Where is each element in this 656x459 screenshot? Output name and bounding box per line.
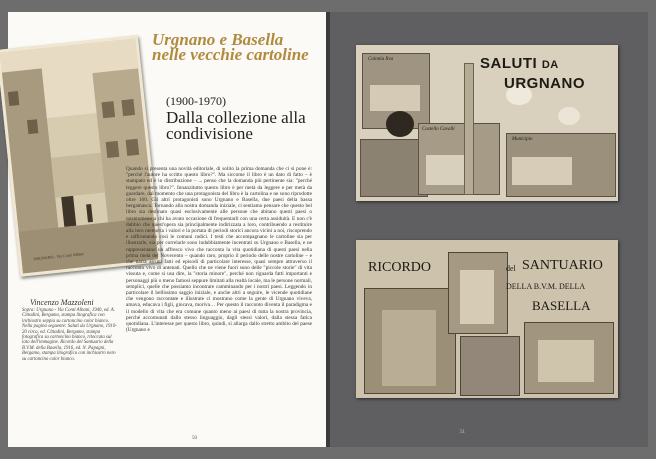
card2-title-del: del	[506, 264, 516, 273]
card1-label-castello: Castello Cavalli	[422, 127, 455, 132]
card1-title-urgnano: URGNANO	[504, 75, 585, 92]
card2-title-basella: BASELLA	[532, 298, 591, 313]
card2-title-della-bvm: DELLA B.V.M. DELLA	[506, 282, 586, 291]
page-number-left: 50	[192, 436, 197, 441]
card2-title-santuario: SANTUARIO	[522, 258, 603, 273]
article-years: (1900-1970)	[166, 94, 226, 108]
card1-title-word-da: DA	[541, 59, 559, 71]
postcard-saluti-da-urgnano	[356, 45, 618, 201]
article-author: Vincenzo Mazzoleni	[30, 298, 94, 307]
card1-label-municipio: Municipio	[512, 137, 533, 142]
page-number-right: 51	[460, 430, 465, 435]
card1-title-word-saluti: SALUTI	[480, 55, 538, 72]
article-subtitle: Dalla collezione alla condivisione	[166, 108, 306, 143]
image-captions: Sopra: Urgnano - Via Conti Albani, 1940, ed. A. Cittadini, Bergamo, stampa litografica con inchiostro seppia su cartoncino color bianco. Nella pagina seguente: Saluti da Urgnano, 1910-20 circa, ed. Cittadini, Bergamo, stampa fotografica su cartoncino bianco, ritoccata sul lato dell'immagine. Ricordo del Santuario della B.V.M. della Basella, 1916, ed. N. Papagni, Bergamo, stampa litografica con inchiostro nero su cartoncino color bianco.	[22, 308, 117, 362]
article-body: Quando si presenta una novità editoriale, di solito la prima domanda che ci si pone è: "perché l'autore ha scritto questo libro?". Ma siccome il libro è un dato di fatto – è stampato ed è in distribuzione – ... penso che la domanda più pertinente sia: "perché leggere questo libro?". Innanzitutto questo libro è per metà da leggere e per metà da guardare, dal momento che una protagonista del libro è la cartolina e ne sono riprodotte oltre 160. Gli altri protagonisti sono Urgnano e Basella, due paesi della bassa bergamasca. Tornando alla nostra domanda iniziale, ci sentiamo pensare che questo bel libro sia destinato quasi esclusivamente alle persone che abitano questi paesi o quantomeno a chi ha avuto occasione di frequentarli con una certa assiduità. E non c'è dubbio che quest'opera sia principalmente indirizzata a loro, contribuendo a restituire alla loro memoria i valori e la portata di periodi storici ancora vicini a noi, riscoprendo e raffrontando così le comuni radici. I testi che accompagnano le cartoline sia per illustrarle, sia per correlarle sono indubbiamente incentrati su Urgnano e Basella, e ne rappresentano un affresco vivo che racconta la vita quotidiana di questi paesi nella prima metà del Novecento – quando raro, proprio il periodo delle nostre cartoline – e che narra alcuni fatti ed episodi di particolare interesse, quasi sempre attraverso il racconto vivo di antenati. Quello che ne viene fuori sono delle "piccole storie" di vita vissuta e, come si usa dire, la "storia minore", perché non riguarda fatti importanti e personaggi più o meno famosi seppure limitati alla realtà locale, ma le persone normali, semplici, quelle che possiamo incontrare camminando per i nostri paesi. Leggendo in particolare il bellissimo saggio iniziale, e anche altri a seguire, le vicende quotidiane che vengono raccontate e illustrate ci mostrano come la gente di Urgnano viveva, amava, educava i figli, giocava, moriva… Per questo il racconto diventa il paradigma e il modello di vita che era comune quanto meno ai paesi di tutta la nostra provincia, perché accomunati dallo stesso linguaggio, dagli stessi valori, dalla stessa fatica quotidiana. L'interesse per questo libro, quindi, si allarga dallo stretto ambito del paese (Urgnano e	[126, 166, 312, 334]
card2-title-ricordo: RICORDO	[368, 260, 432, 275]
card1-label-colonia: Colonia Ilva	[368, 57, 394, 62]
card1-title-saluti	[480, 55, 614, 72]
photo-caption: URGNANO - Via Conti Albani	[33, 251, 84, 262]
article-headline: Urgnano e Basella nelle vecchie cartoline	[152, 30, 309, 64]
postcard-ricordo-santuario-basella	[356, 240, 618, 398]
